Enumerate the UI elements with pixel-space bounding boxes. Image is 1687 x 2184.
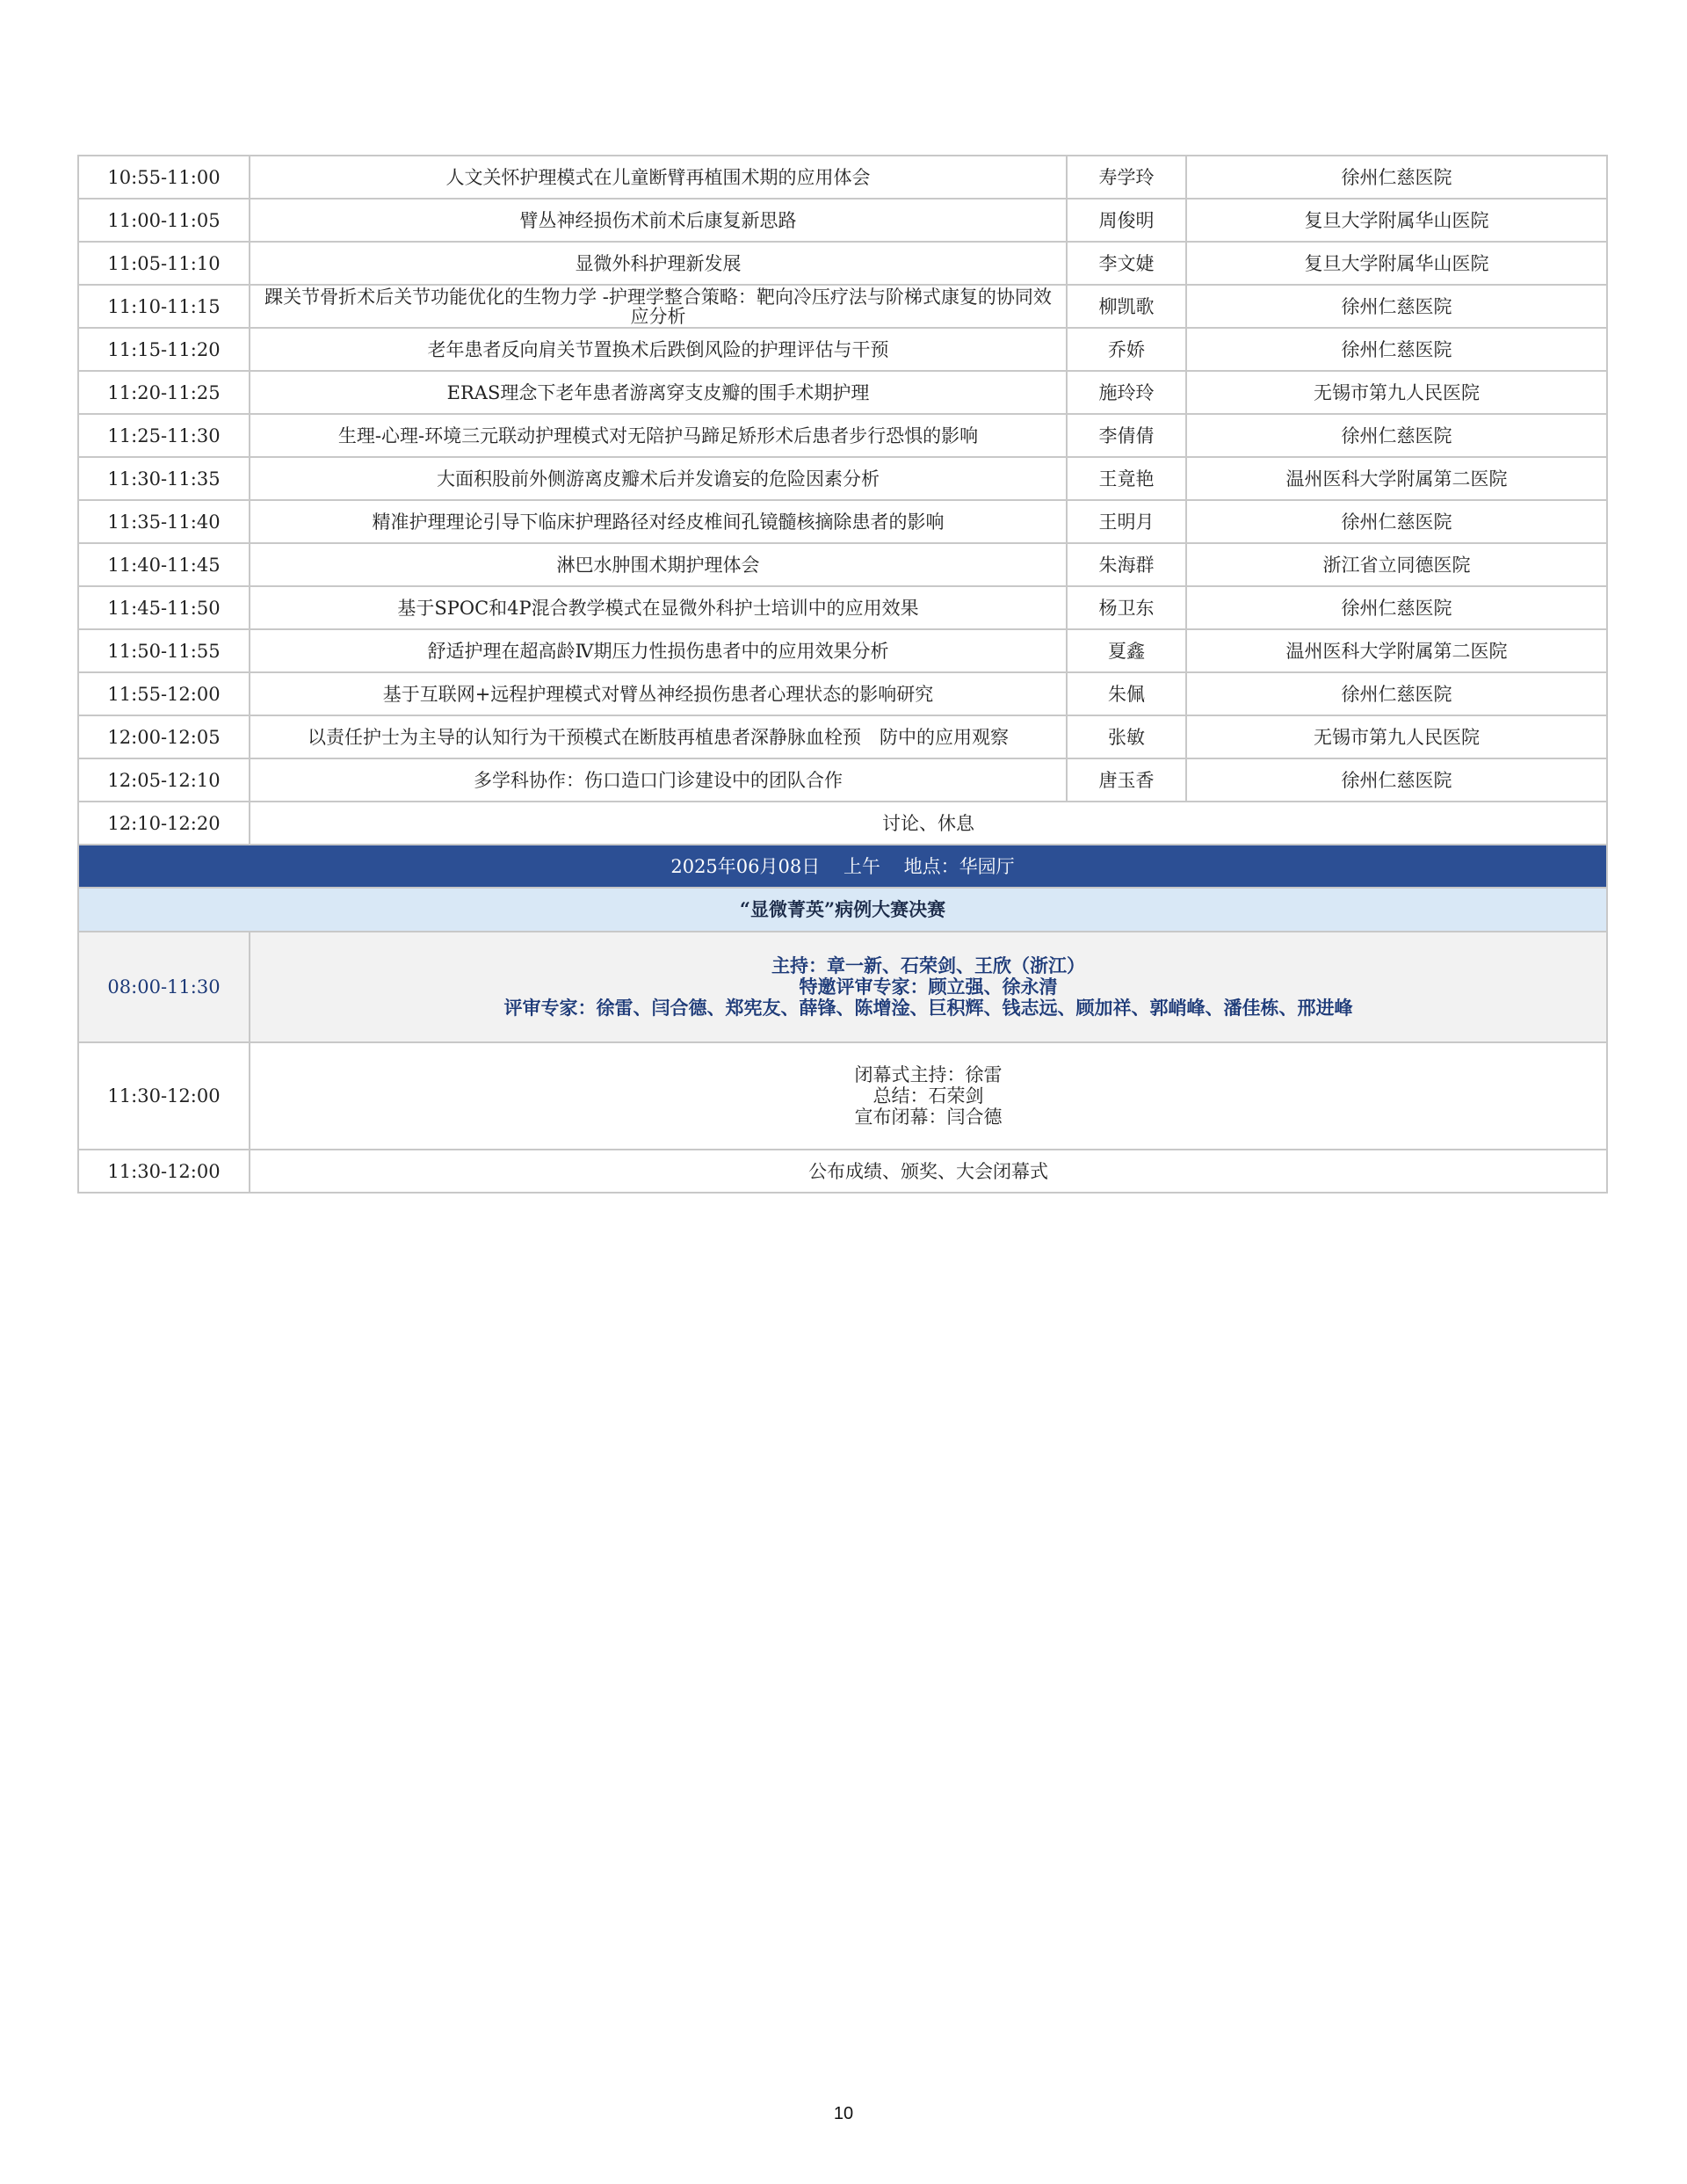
time-cell: 11:55-12:00 [78,672,250,715]
break-label: 讨论、休息 [250,802,1607,845]
table-row [78,715,1607,758]
topic-cell: 臂丛神经损伤术前术后康复新思路 [250,199,1067,242]
table-row [78,371,1607,414]
time-cell: 08:00-11:30 [78,932,250,1042]
closing-row [78,1042,1607,1150]
topic-cell: 以责任护士为主导的认知行为干预模式在断肢再植患者深静脉血栓预 防中的应用观察 [250,715,1067,758]
speaker-cell: 夏鑫 [1067,629,1186,672]
time-cell: 11:45-11:50 [78,586,250,629]
time-cell: 11:35-11:40 [78,500,250,543]
banner-period: 上午 [843,855,880,877]
organization-cell: 无锡市第九人民医院 [1186,371,1607,414]
topic-cell: 踝关节骨折术后关节功能优化的生物力学 -护理学整合策略：靶向冷压疗法与阶梯式康复的协同效应分析 [250,285,1067,328]
organization-cell: 无锡市第九人民医院 [1186,715,1607,758]
topic-cell: 大面积股前外侧游离皮瓣术后并发谵妄的危险因素分析 [250,457,1067,500]
time-cell: 11:10-11:15 [78,285,250,328]
table-row [78,758,1607,802]
table-row [78,500,1607,543]
organization-cell: 徐州仁慈医院 [1186,586,1607,629]
time-cell: 11:20-11:25 [78,371,250,414]
schedule-table [77,155,1608,1194]
organization-cell: 复旦大学附属华山医院 [1186,199,1607,242]
organization-cell: 浙江省立同德医院 [1186,543,1607,586]
competition-header-row [78,888,1607,932]
table-row [78,672,1607,715]
time-cell: 11:30-12:00 [78,1042,250,1150]
topic-cell: 基于互联网+远程护理模式对臂丛神经损伤患者心理状态的影响研究 [250,672,1067,715]
time-cell: 11:00-11:05 [78,199,250,242]
organization-cell: 徐州仁慈医院 [1186,156,1607,199]
table-row [78,629,1607,672]
organization-cell: 徐州仁慈医院 [1186,500,1607,543]
table-row [78,586,1607,629]
topic-cell: 人文关怀护理模式在儿童断臂再植围术期的应用体会 [250,156,1067,199]
time-cell: 11:15-11:20 [78,328,250,371]
break-row [78,802,1607,845]
competition-title: “显微菁英”病例大赛决赛 [78,888,1607,932]
time-cell: 11:25-11:30 [78,414,250,457]
banner-date: 2025年06月08日 [670,855,821,877]
time-cell: 12:10-12:20 [78,802,250,845]
time-cell: 11:40-11:45 [78,543,250,586]
speaker-cell: 周俊明 [1067,199,1186,242]
closing-host: 闭幕式主持：徐雷 [854,1064,1003,1085]
organization-cell: 徐州仁慈医院 [1186,285,1607,328]
speaker-cell: 寿学玲 [1067,156,1186,199]
organization-cell: 徐州仁慈医院 [1186,414,1607,457]
speaker-cell: 王竟艳 [1067,457,1186,500]
topic-cell: 生理-心理-环境三元联动护理模式对无陪护马蹄足矫形术后患者步行恐惧的影响 [250,414,1067,457]
organization-cell: 徐州仁慈医院 [1186,672,1607,715]
judging-hosts: 主持：章一新、石荣剑、王欣（浙江） [771,954,1085,976]
closing-details [250,1042,1607,1150]
time-cell: 11:30-11:35 [78,457,250,500]
table-row [78,328,1607,371]
closing-summary: 总结：石荣剑 [872,1085,984,1107]
time-cell: 12:00-12:05 [78,715,250,758]
organization-cell: 徐州仁慈医院 [1186,758,1607,802]
speaker-cell: 张敏 [1067,715,1186,758]
topic-cell: 老年患者反向肩关节置换术后跌倒风险的护理评估与干预 [250,328,1067,371]
topic-cell: 精准护理理论引导下临床护理路径对经皮椎间孔镜髓核摘除患者的影响 [250,500,1067,543]
time-cell: 11:50-11:55 [78,629,250,672]
judging-details [250,932,1607,1042]
speaker-cell: 柳凯歌 [1067,285,1186,328]
speaker-cell: 朱海群 [1067,543,1186,586]
time-cell: 12:05-12:10 [78,758,250,802]
topic-cell: 基于SPOC和4P混合教学模式在显微外科护士培训中的应用效果 [250,586,1067,629]
organization-cell: 复旦大学附属华山医院 [1186,242,1607,285]
time-cell: 11:30-12:00 [78,1150,250,1193]
final-label: 公布成绩、颁奖、大会闭幕式 [250,1150,1607,1193]
speaker-cell: 朱佩 [1067,672,1186,715]
speaker-cell: 施玲玲 [1067,371,1186,414]
judging-experts: 评审专家：徐雷、闫合德、郑宪友、薛锋、陈增淦、巨积辉、钱志远、顾加祥、郭峭峰、潘佳栋、邢进峰 [503,997,1353,1019]
closing-announce: 宣布闭幕：闫合德 [854,1107,1003,1128]
page-number: 10 [833,2104,854,2123]
speaker-cell: 王明月 [1067,500,1186,543]
speaker-cell: 乔娇 [1067,328,1186,371]
topic-cell: 多学科协作：伤口造口门诊建设中的团队合作 [250,758,1067,802]
table-row [78,457,1607,500]
session-banner [78,845,1607,888]
topic-cell: ERAS理念下老年患者游离穿支皮瓣的围手术期护理 [250,371,1067,414]
banner-venue: 地点：华园厅 [903,855,1015,877]
topic-cell: 显微外科护理新发展 [250,242,1067,285]
table-row [78,199,1607,242]
organization-cell: 温州医科大学附属第二医院 [1186,457,1607,500]
time-cell: 10:55-11:00 [78,156,250,199]
table-row [78,543,1607,586]
topic-cell: 淋巴水肿围术期护理体会 [250,543,1067,586]
final-row [78,1150,1607,1193]
table-row [78,414,1607,457]
speaker-cell: 唐玉香 [1067,758,1186,802]
judging-row [78,932,1607,1042]
time-cell: 11:05-11:10 [78,242,250,285]
judging-invited-experts: 特邀评审专家：顾立强、徐永清 [799,976,1058,998]
speaker-cell: 李文婕 [1067,242,1186,285]
table-row [78,156,1607,199]
organization-cell: 徐州仁慈医院 [1186,328,1607,371]
speaker-cell: 李倩倩 [1067,414,1186,457]
organization-cell: 温州医科大学附属第二医院 [1186,629,1607,672]
table-row [78,242,1607,285]
table-row [78,285,1607,328]
speaker-cell: 杨卫东 [1067,586,1186,629]
topic-cell: 舒适护理在超高龄Ⅳ期压力性损伤患者中的应用效果分析 [250,629,1067,672]
